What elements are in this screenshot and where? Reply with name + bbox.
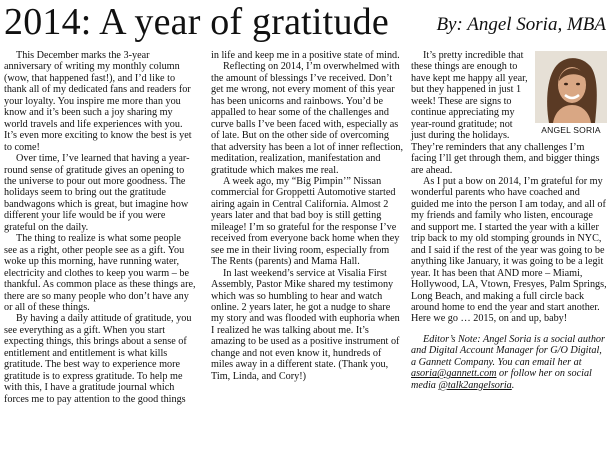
column-2 [211, 50, 405, 382]
paragraph: It’s pretty incredible that these things are enough to have kept me happy all year, but they happened in just 1 week! These are signs to continue appreciating my year-round gratitude; not just during the holidays. They’re reminders that any challenges I’m facing I’ll get through them, and bigger things are ahead. [411, 50, 600, 176]
social-handle-link[interactable]: @talk2angelsoria [438, 379, 512, 391]
headline: 2014: A year of gratitude [4, 1, 389, 43]
paragraph: In last weekend’s service at Visalia First Assembly, Pastor Mike shared my testimony which was so humbling to hear and watch online. 2 years later, he got a nudge to share my story and was flooded with euphoria when I realized he was talking about me. It’s amazing to be used as a positive instrument of change and not even know it, hundreds of miles away in a different state. (Thank you, Tim, Linda, and Cory!) [211, 267, 400, 382]
paragraph: This December marks the 3-year anniversary of writing my monthly column (wow, that happened fast!), and I’d like to thank all of my dedicated fans and readers for your loyalty. You inspire me more than you know and it’s been such a joy sharing my world travels and life experiences with you. It’s even more exciting to know the best is yet to come! [4, 50, 192, 153]
paragraph: As I put a bow on 2014, I’m grateful for my wonderful parents who have coached and guided me into the person I am today, and all of my friends and family who listen, encourage and support me. I started the year with a killer trip back to my old stomping grounds in NYC, and I said if the rest of the year was going to be anything like January, it was going to be a legit year. It has been that AND more – Miami, Hollywood, LA, Vtown, Fresyes, Palm Springs, Long Beach, and making a full circle back around home to end the year and start another. Here we go … 2015, on and up, baby! [411, 175, 607, 325]
photo-caption: ANGEL SORIA [541, 125, 601, 135]
email-link[interactable]: asoria@gannett.com [411, 368, 497, 380]
author-photo-box [535, 51, 607, 136]
paragraph: A week ago, my “Big Pimpin’” Nissan commercial for Groppetti Automotive started airing again in Central California. Almost 2 years later and that bad boy is still getting mileage! I’m so grateful for the response I’ve received from everyone back home when they see me in their living room, especially from The Rents (parents) and Mama Hall. [211, 175, 400, 268]
paragraph: in life and keep me in a positive state of mind. [211, 50, 400, 61]
paragraph: Reflecting on 2014, I’m overwhelmed with the amount of blessings I’ve received. Don’t get me wrong, not every moment of this year has been unicorns and rainbows. You’d be appalled to hear some of the challenges and curve balls I’ve been faced with, especially as of late. But on the other side of overcoming that adversity has been a lot of inner reflection, meditation, realization, manifestation and gratitude which makes me real. [211, 61, 404, 176]
column-1 [4, 50, 196, 405]
byline: By: Angel Soria, MBA [436, 14, 606, 35]
editors-note-suffix: . [511, 379, 515, 391]
paragraph: The thing to realize is what some people see as a right, other people see as a gift. You woke up this morning, have running water, electricity and clothes to keep you warm – be thankful. As common place as these things are, there are so many people who don’t have any or all of these things. [4, 233, 196, 313]
editors-note-prefix: Editor’s Note: Angel Soria is a social author and Digital Account Manager for G/O Digital, a Gannett Company. You can email her at [411, 333, 605, 368]
editors-note-middle: or follow her on social media [411, 368, 592, 391]
author-photo [535, 51, 607, 123]
paragraph: By having a daily attitude of gratitude, you see everything as a gift. When you start expecting things, this brings about a sense of entitlement and entitlement is what kills gratitude. The best way to experience more gratitude is to express gratitude. To help me with this, I have a gratitude journal which forces me to pay attention to the good things [4, 313, 192, 405]
column-3 [411, 50, 607, 391]
paragraph: Over time, I’ve learned that having a year-round sense of gratitude gives an opening to the universe to pour out more goodness. The holidays seem to bring out the gratitude bandwagons which is great, but imagine how different your life would be if you were grateful on the daily. [4, 153, 190, 233]
editors-note [411, 334, 607, 391]
